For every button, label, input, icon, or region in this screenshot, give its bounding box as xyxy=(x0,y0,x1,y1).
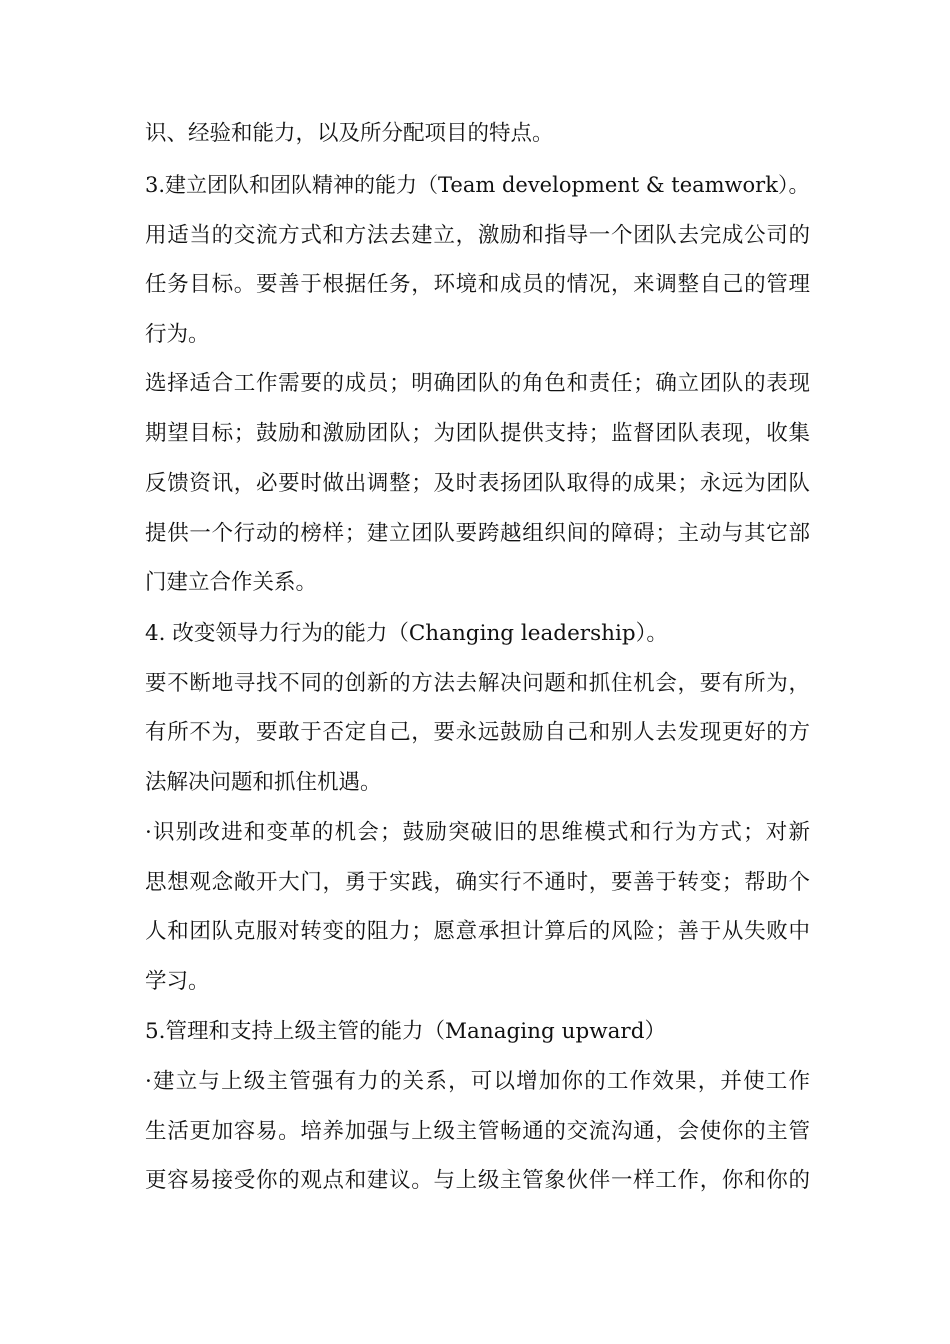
text-line: 行为。 xyxy=(145,322,210,347)
text-line: 门建立合作关系。 xyxy=(145,570,318,595)
text-line: 反馈资讯，必要时做出调整；及时表扬团队取得的成果；永远为团队 xyxy=(145,471,810,496)
text-line: 任务目标。要善于根据任务，环境和成员的情况，来调整自己的管理 xyxy=(145,272,810,297)
text-line: 生活更加容易。培养加强与上级主管畅通的交流沟通，会使你的主管 xyxy=(145,1119,810,1144)
section-heading-4: 4. 改变领导力行为的能力（Changing leadership）。 xyxy=(145,621,668,646)
text-line: 选择适合工作需要的成员；明确团队的角色和责任；确立团队的表现 xyxy=(145,371,810,396)
text-line: 有所不为，要敢于否定自己，要永远鼓励自己和别人去发现更好的方 xyxy=(145,720,810,745)
text-line: 用适当的交流方式和方法去建立，激励和指导一个团队去完成公司的 xyxy=(145,223,810,248)
section-heading-5: 5.管理和支持上级主管的能力（Managing upward） xyxy=(145,1019,666,1044)
text-line: 识、经验和能力，以及所分配项目的特点。 xyxy=(145,121,554,146)
text-line: 人和团队克服对转变的阻力；愿意承担计算后的风险；善于从失败中 xyxy=(145,919,810,944)
text-line: 期望目标；鼓励和激励团队；为团队提供支持；监督团队表现，收集 xyxy=(145,421,810,446)
text-line: 学习。 xyxy=(145,969,210,994)
text-line: ·建立与上级主管强有力的关系，可以增加你的工作效果，并使工作 xyxy=(145,1069,810,1094)
text-line: 提供一个行动的榜样；建立团队要跨越组织间的障碍；主动与其它部 xyxy=(145,521,810,546)
text-line: 法解决问题和抓住机遇。 xyxy=(145,770,382,795)
text-line: 思想观念敞开大门，勇于实践，确实行不通时，要善于转变；帮助个 xyxy=(145,870,810,895)
text-line: ·识别改进和变革的机会；鼓励突破旧的思维模式和行为方式；对新 xyxy=(145,820,810,845)
text-line: 更容易接受你的观点和建议。与上级主管象伙伴一样工作，你和你的 xyxy=(145,1168,810,1193)
text-line: 要不断地寻找不同的创新的方法去解决问题和抓住机会，要有所为， xyxy=(145,671,810,696)
section-heading-3: 3.建立团队和团队精神的能力（Team development & teamwork）。 xyxy=(145,173,810,197)
